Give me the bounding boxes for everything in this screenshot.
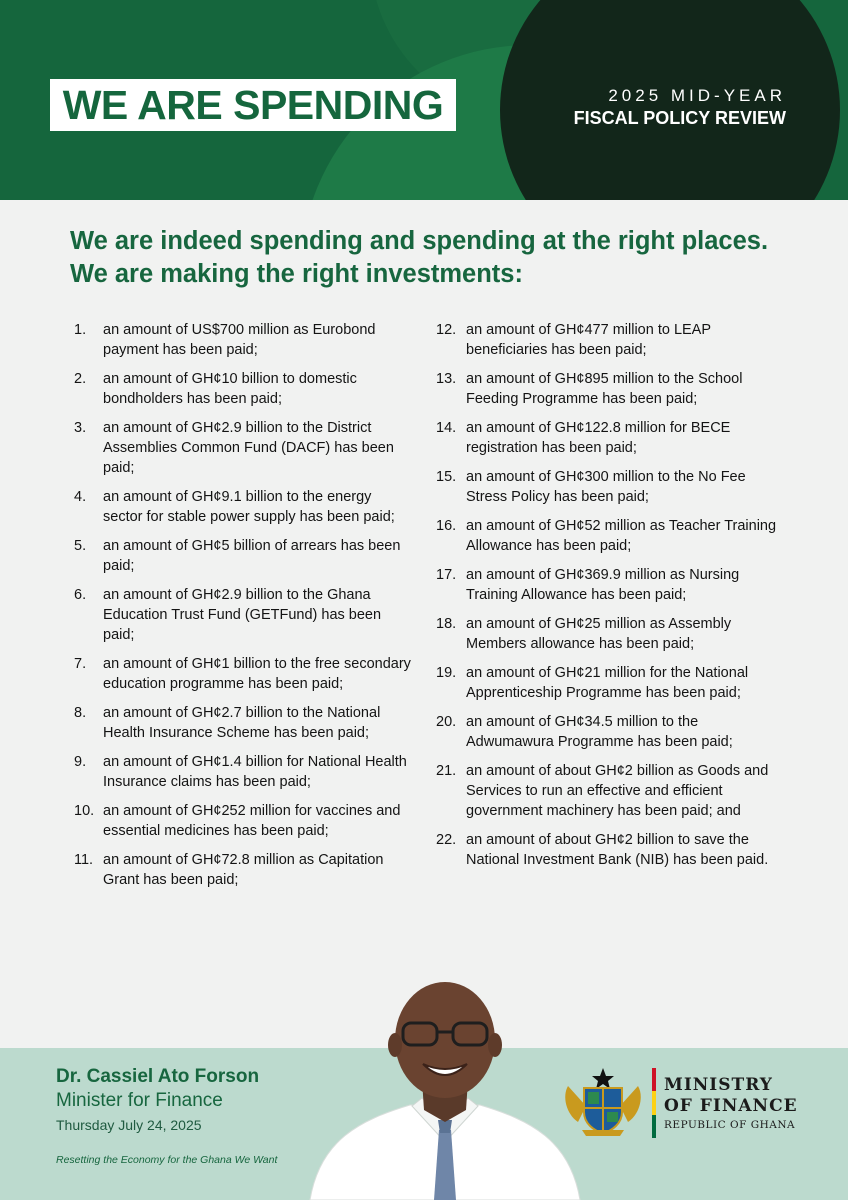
item-text: an amount of GH¢2.9 billion to the District Assemblies Common Fund (DACF) has been paid; <box>103 420 394 476</box>
item-number: 17. <box>436 567 457 583</box>
minister-role: Minister for Finance <box>56 1090 223 1111</box>
ministry-line-1: MINISTRY <box>664 1075 773 1095</box>
list-item <box>436 663 781 703</box>
list-item <box>74 654 414 694</box>
list-item <box>436 467 781 507</box>
item-text: an amount of GH¢477 million to LEAP beneficiaries has been paid; <box>466 322 711 358</box>
slogan: Resetting the Economy for the Ghana We Want <box>56 1154 278 1166</box>
list-item <box>436 830 781 870</box>
list-item <box>74 585 414 645</box>
item-number: 9. <box>74 754 87 770</box>
item-text: an amount of GH¢300 million to the No Fee Stress Policy has been paid; <box>466 469 746 505</box>
item-text: an amount of GH¢895 million to the School Feeding Programme has been paid; <box>466 371 743 407</box>
item-number: 1. <box>74 322 87 338</box>
review-year: 2025 MID-YEAR <box>608 86 786 105</box>
item-text: an amount of GH¢72.8 million as Capitation Grant has been paid; <box>103 852 384 888</box>
spending-list-left <box>74 320 414 899</box>
list-item <box>74 418 414 478</box>
minister-name: Dr. Cassiel Ato Forson <box>56 1066 260 1087</box>
ministry-line-2: OF FINANCE <box>664 1096 798 1116</box>
list-item <box>436 418 781 458</box>
flag-green-stripe <box>652 1115 656 1138</box>
list-item <box>74 487 414 527</box>
item-number: 21. <box>436 763 457 779</box>
item-number: 14. <box>436 420 457 436</box>
item-text: an amount of GH¢5 billion of arrears has been paid; <box>103 538 401 574</box>
item-number: 22. <box>436 832 457 848</box>
list-item <box>74 801 414 841</box>
item-text: an amount of GH¢34.5 million to the Adwumawura Programme has been paid; <box>466 714 733 750</box>
item-text: an amount of GH¢122.8 million for BECE registration has been paid; <box>466 420 731 456</box>
minister-portrait <box>300 970 590 1200</box>
list-item <box>436 516 781 556</box>
item-number: 10. <box>74 803 95 819</box>
list-item <box>74 850 414 890</box>
ministry-country: REPUBLIC OF GHANA <box>664 1119 796 1131</box>
list-item <box>436 320 781 360</box>
list-item <box>74 536 414 576</box>
item-number: 18. <box>436 616 457 632</box>
item-number: 13. <box>436 371 457 387</box>
item-number: 12. <box>436 322 457 338</box>
item-text: an amount of GH¢52 million as Teacher Training Allowance has been paid; <box>466 518 777 554</box>
item-text: an amount of GH¢21 million for the National Apprenticeship Programme has been paid; <box>466 665 749 701</box>
item-text: an amount of about GH¢2 billion to save the National Investment Bank (NIB) has been paid. <box>466 832 769 868</box>
list-item <box>436 369 781 409</box>
item-text: an amount of GH¢25 million as Assembly Members allowance has been paid; <box>466 616 732 652</box>
list-item <box>74 369 414 409</box>
header-banner <box>0 0 848 200</box>
flag-red-stripe <box>652 1068 656 1091</box>
list-item <box>74 320 414 360</box>
item-text: an amount of GH¢9.1 billion to the energy sector for stable power supply has been paid; <box>103 489 395 525</box>
item-text: an amount of US$700 million as Eurobond payment has been paid; <box>103 322 376 358</box>
item-text: an amount of GH¢1 billion to the free secondary education programme has been paid; <box>103 656 411 692</box>
page-title: WE ARE SPENDING <box>62 81 444 128</box>
item-number: 7. <box>74 656 87 672</box>
list-item <box>74 703 414 743</box>
item-number: 3. <box>74 420 87 436</box>
intro-heading <box>70 225 810 291</box>
title-box <box>50 79 456 131</box>
list-item <box>436 761 781 821</box>
item-number: 2. <box>74 371 87 387</box>
item-number: 5. <box>74 538 87 554</box>
list-item <box>436 614 781 654</box>
item-text: an amount of GH¢1.4 billion for National Health Insurance claims has been paid; <box>103 754 407 790</box>
spending-list-right <box>436 320 781 879</box>
item-number: 16. <box>436 518 457 534</box>
ministry-logo-text <box>664 1075 798 1131</box>
list-item <box>74 752 414 792</box>
item-text: an amount of GH¢10 billion to domestic bondholders has been paid; <box>103 371 357 407</box>
item-text: an amount of about GH¢2 billion as Goods and Services to run an effective and efficient government machinery has been paid; and <box>466 763 769 819</box>
intro-line-2: We are making the right investments: <box>70 260 523 288</box>
item-number: 19. <box>436 665 457 681</box>
item-number: 8. <box>74 705 87 721</box>
item-number: 11. <box>74 852 94 868</box>
review-name: FISCAL POLICY REVIEW <box>573 108 786 128</box>
item-number: 20. <box>436 714 457 730</box>
item-text: an amount of GH¢2.9 billion to the Ghana Education Trust Fund (GETFund) has been paid; <box>103 587 382 643</box>
item-text: an amount of GH¢369.9 million as Nursing Training Allowance has been paid; <box>466 567 740 603</box>
flag-bar <box>652 1068 656 1138</box>
item-number: 15. <box>436 469 457 485</box>
list-item <box>436 712 781 752</box>
item-number: 6. <box>74 587 87 603</box>
review-label <box>574 86 786 129</box>
item-text: an amount of GH¢2.7 billion to the National Health Insurance Scheme has been paid; <box>103 705 381 741</box>
event-date: Thursday July 24, 2025 <box>56 1117 202 1133</box>
list-item <box>436 565 781 605</box>
item-number: 4. <box>74 489 87 505</box>
intro-line-1: We are indeed spending and spending at the right places. <box>70 227 769 255</box>
coat-of-arms-icon <box>562 1066 644 1138</box>
flag-gold-stripe <box>652 1091 656 1114</box>
item-text: an amount of GH¢252 million for vaccines and essential medicines has been paid; <box>103 803 401 839</box>
